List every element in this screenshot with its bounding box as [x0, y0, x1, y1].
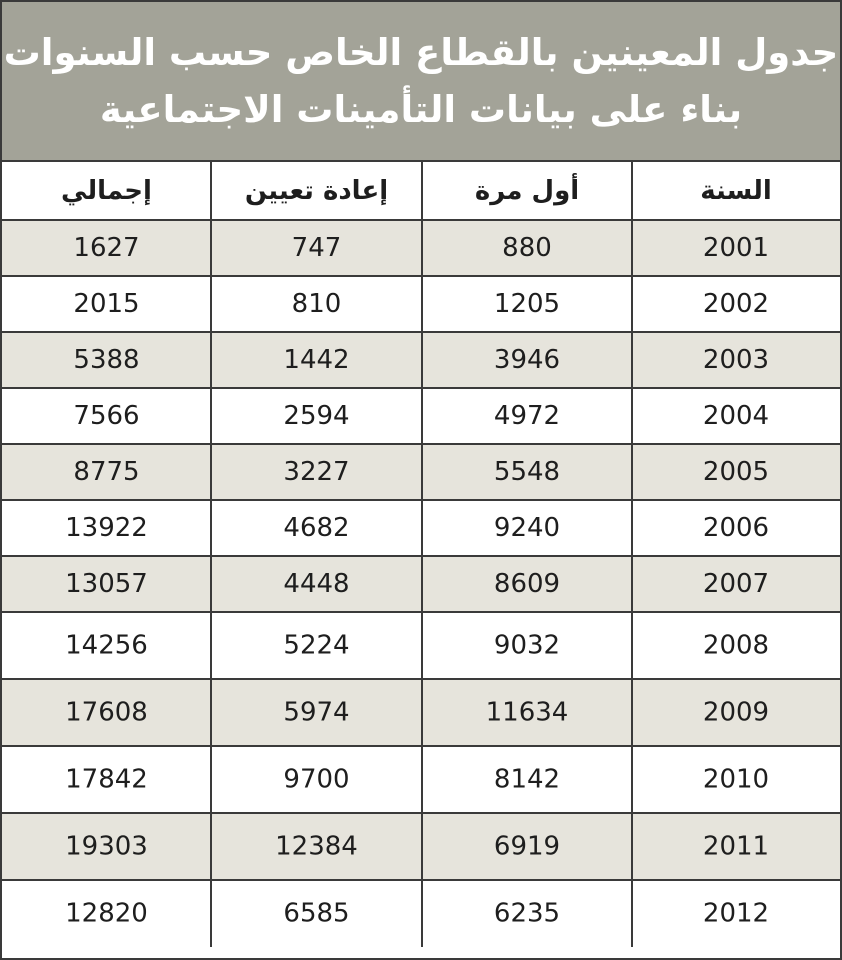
value-cell: 4682	[283, 513, 350, 543]
value-cell: 6585	[283, 898, 350, 929]
value-cell: 8609	[493, 569, 561, 599]
column-header: إعادة تعيين	[244, 176, 389, 206]
value-cell: 14256	[65, 630, 148, 661]
value-cell: 5388	[73, 345, 140, 375]
data-table	[2, 162, 840, 958]
value-cell: 1442	[283, 345, 350, 375]
value-cell: 12384	[275, 831, 358, 862]
value-cell: 1205	[493, 289, 561, 319]
value-cell: 9240	[493, 513, 561, 543]
value-cell: 5974	[283, 697, 350, 728]
value-cell: 6919	[493, 831, 561, 862]
value-cell: 6235	[493, 898, 561, 929]
year-cell: 2009	[702, 697, 770, 728]
value-cell: 8775	[73, 457, 140, 487]
year-cell: 2007	[702, 569, 770, 599]
value-cell: 5224	[283, 630, 350, 661]
value-cell: 12820	[65, 898, 148, 929]
title-banner	[2, 2, 840, 162]
value-cell: 3946	[493, 345, 561, 375]
year-cell: 2002	[702, 289, 770, 319]
table-svg	[2, 162, 840, 958]
value-cell: 747	[291, 233, 342, 263]
column-header: السنة	[700, 176, 772, 206]
value-cell: 2594	[283, 401, 350, 431]
year-cell: 2004	[702, 401, 770, 431]
value-cell: 1627	[73, 233, 140, 263]
value-cell: 19303	[65, 831, 148, 862]
value-cell: 5548	[493, 457, 561, 487]
value-cell: 4448	[283, 569, 350, 599]
value-cell: 17842	[65, 764, 148, 795]
title-line-2: بناء على بيانات التأمينات الاجتماعية	[99, 88, 743, 131]
year-cell: 2005	[702, 457, 770, 487]
value-cell: 17608	[65, 697, 148, 728]
value-cell: 7566	[73, 401, 140, 431]
value-cell: 3227	[283, 457, 350, 487]
year-cell: 2011	[702, 831, 770, 862]
title-line-1: جدول المعينين بالقطاع الخاص حسب السنوات	[3, 30, 839, 74]
year-cell: 2008	[702, 630, 770, 661]
value-cell: 2015	[73, 289, 140, 319]
value-cell: 9700	[283, 764, 350, 795]
value-cell: 13057	[65, 569, 148, 599]
year-cell: 2006	[702, 513, 770, 543]
year-cell: 2001	[702, 233, 770, 263]
value-cell: 810	[291, 289, 342, 319]
value-cell: 11634	[485, 697, 569, 728]
column-header: أول مرة	[474, 176, 580, 206]
year-cell: 2003	[702, 345, 770, 375]
year-cell: 2012	[702, 898, 770, 929]
value-cell: 9032	[493, 630, 561, 661]
year-cell: 2010	[702, 764, 770, 795]
value-cell: 4972	[493, 401, 561, 431]
column-header: إجمالي	[61, 176, 152, 206]
value-cell: 880	[502, 233, 552, 263]
value-cell: 13922	[65, 513, 148, 543]
value-cell: 8142	[493, 764, 561, 795]
